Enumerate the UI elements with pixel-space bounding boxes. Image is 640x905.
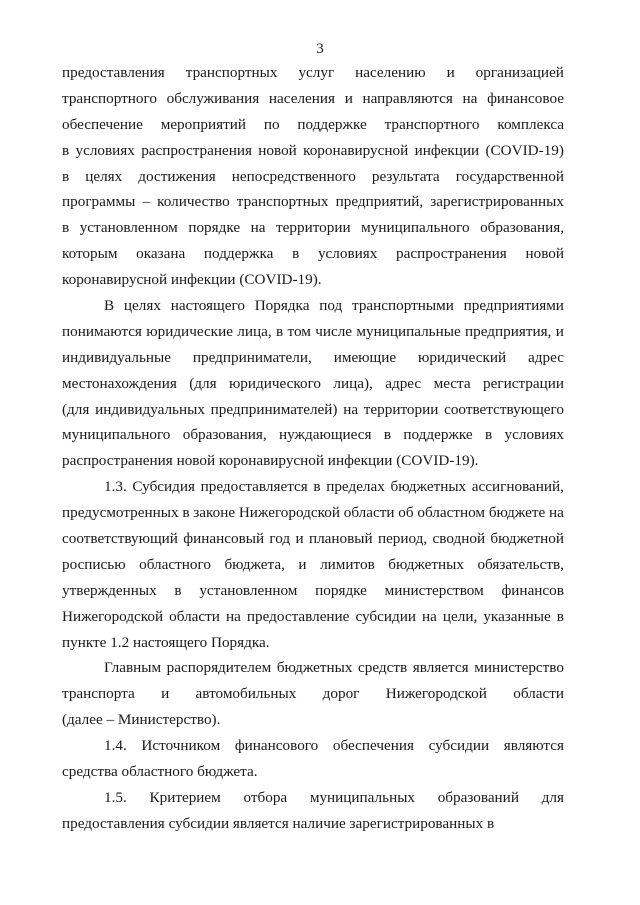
text-line: в целях достижения непосредственного результата государственной [62,167,564,185]
page-number: 3 [316,41,324,57]
text-line: утвержденных в установленном порядке министерством финансов [62,581,564,599]
text-line: индивидуальные предприниматели, имеющие юридический адрес [62,348,564,366]
text-line: в установленном порядке на территории муниципального образования, [62,219,564,237]
text-line: местонахождения (для юридического лица), адрес места регистрации [62,374,564,392]
document-body [62,60,564,837]
text-line: транспортного обслуживания населения и направляются на финансовое [62,89,564,107]
text-line: коронавирусной инфекции (COVID-19). [62,271,322,289]
paragraph [62,293,564,474]
text-line: обеспечение мероприятий по поддержке транспортного комплекса [62,115,564,133]
text-line: (далее – Министерство). [62,711,221,729]
text-line: (для индивидуальных предпринимателей) на территории соответствующего [62,400,564,418]
text-line: Нижегородской области на предоставление субсидии на цели, указанные в [62,607,564,625]
text-line: 1.5. Критерием отбора муниципальных образований для [104,788,564,806]
paragraph [62,655,564,733]
text-line: муниципального образования, нуждающиеся в поддержке в условиях [62,426,564,444]
text-line: транспорта и автомобильных дорог Нижегородской области [62,685,564,703]
text-line: 1.4. Источником финансового обеспечения субсидии являются [104,737,564,755]
text-line: которым оказана поддержка в условиях распространения новой [62,245,564,263]
text-line: В целях настоящего Порядка под транспортными предприятиями [104,297,564,315]
paragraph [62,60,564,293]
text-line: понимаются юридические лица, в том числе муниципальные предприятия, и [62,322,564,340]
text-line: в условиях распространения новой коронавирусной инфекции (COVID-19) [62,141,564,159]
text-line: средства областного бюджета. [62,763,258,781]
paragraph [62,474,564,655]
text-line: предоставления субсидии является наличие зарегистрированных в [62,814,495,832]
text-line: пункте 1.2 настоящего Порядка. [62,633,270,651]
text-line: 1.3. Субсидия предоставляется в пределах бюджетных ассигнований, [104,478,564,496]
text-line: программы – количество транспортных предприятий, зарегистрированных [62,193,564,211]
text-line: Главным распорядителем бюджетных средств является министерство [104,659,564,677]
text-line: распространения новой коронавирусной инфекции (COVID-19). [62,452,479,470]
text-line: предоставления транспортных услуг населению и организацией [62,64,564,81]
text-line: соответствующий финансовый год и плановый период, сводной бюджетной [62,530,564,548]
text-line: предусмотренных в законе Нижегородской области об областном бюджете на [62,504,564,522]
paragraph [62,733,564,785]
paragraph [62,785,564,837]
text-line: росписью областного бюджета, и лимитов бюджетных обязательств, [62,555,564,573]
